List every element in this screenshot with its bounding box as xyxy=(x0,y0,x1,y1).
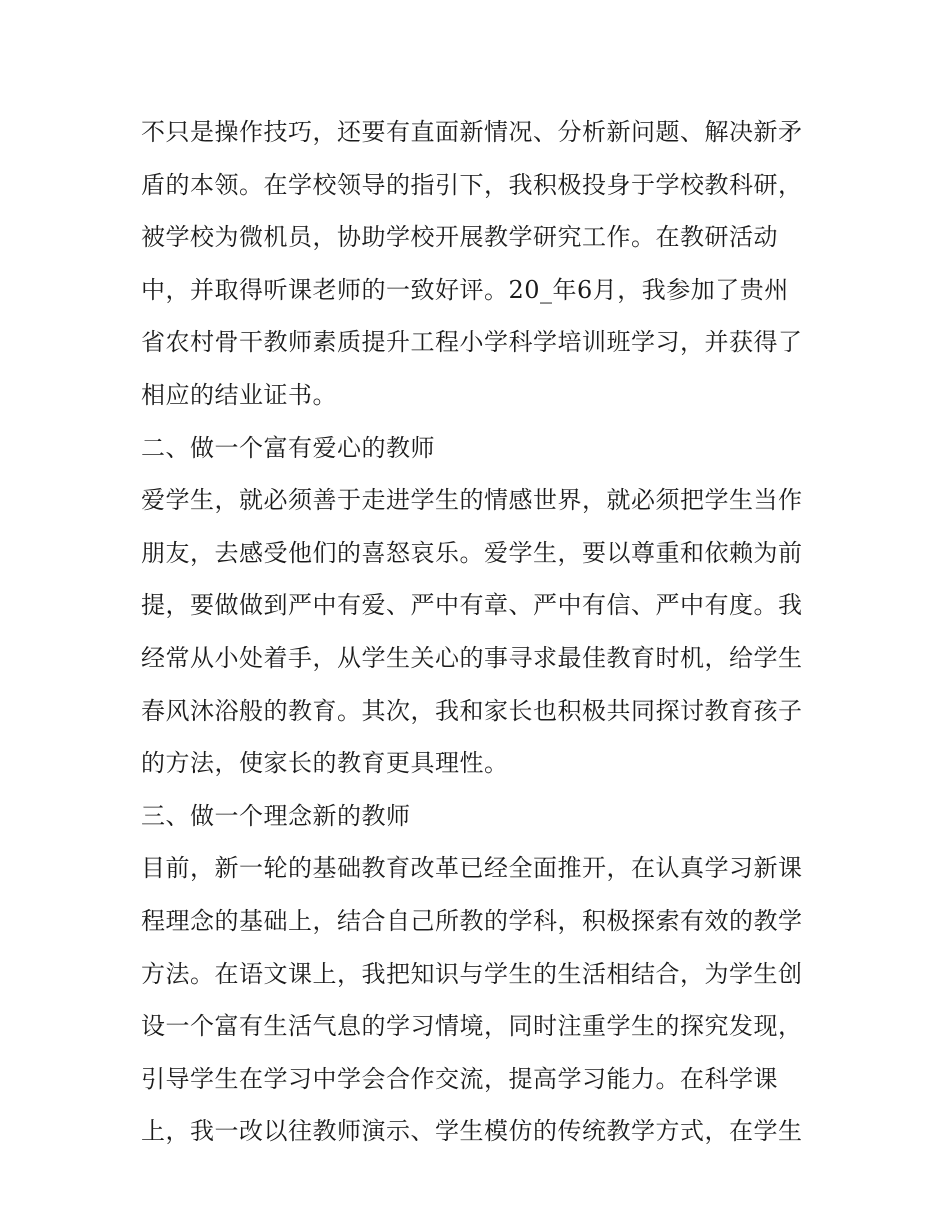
text-line: 的方法，使家长的教育更具理性。 xyxy=(141,749,509,778)
text-line: 相应的结业证书。 xyxy=(141,380,337,409)
section-heading: 二、做一个富有爱心的教师 xyxy=(141,433,435,462)
text-line: 朋友，去感受他们的喜怒哀乐。爱学生，要以尊重和依赖为前 xyxy=(141,538,803,567)
text-line: 中，并取得听课老师的一致好评。20_年6月，我参加了贵州 xyxy=(141,275,789,304)
text-line: 上，我一改以往教师演示、学生模仿的传统教学方式，在学生 xyxy=(141,1117,803,1146)
text-line: 方法。在语文课上，我把知识与学生的生活相结合，为学生创 xyxy=(141,959,803,988)
text-line: 提，要做做到严中有爱、严中有章、严中有信、严中有度。我 xyxy=(141,591,803,620)
document-body xyxy=(141,106,821,1158)
text-line: 省农村骨干教师素质提升工程小学科学培训班学习，并获得了 xyxy=(141,328,803,357)
text-line: 经常从小处着手，从学生关心的事寻求最佳教育时机，给学生 xyxy=(141,643,803,672)
text-line: 目前，新一轮的基础教育改革已经全面推开，在认真学习新课 xyxy=(141,854,803,883)
text-line: 引导学生在学习中学会合作交流，提高学习能力。在科学课 xyxy=(141,1064,778,1093)
text-line: 程理念的基础上，结合自己所教的学科，积极探索有效的教学 xyxy=(141,906,803,935)
text-line: 被学校为微机员，协助学校开展教学研究工作。在教研活动 xyxy=(141,223,778,252)
section-heading: 三、做一个理念新的教师 xyxy=(141,801,411,830)
text-line: 春风沐浴般的教育。其次，我和家长也积极共同探讨教育孩子 xyxy=(141,696,803,725)
text-line: 盾的本领。在学校领导的指引下，我积极投身于学校教科研， xyxy=(141,170,803,199)
text-line: 不只是操作技巧，还要有直面新情况、分析新问题、解决新矛 xyxy=(141,118,803,146)
text-line: 设一个富有生活气息的学习情境，同时注重学生的探究发现， xyxy=(141,1012,803,1041)
text-line: 爱学生，就必须善于走进学生的情感世界，就必须把学生当作 xyxy=(141,486,803,515)
